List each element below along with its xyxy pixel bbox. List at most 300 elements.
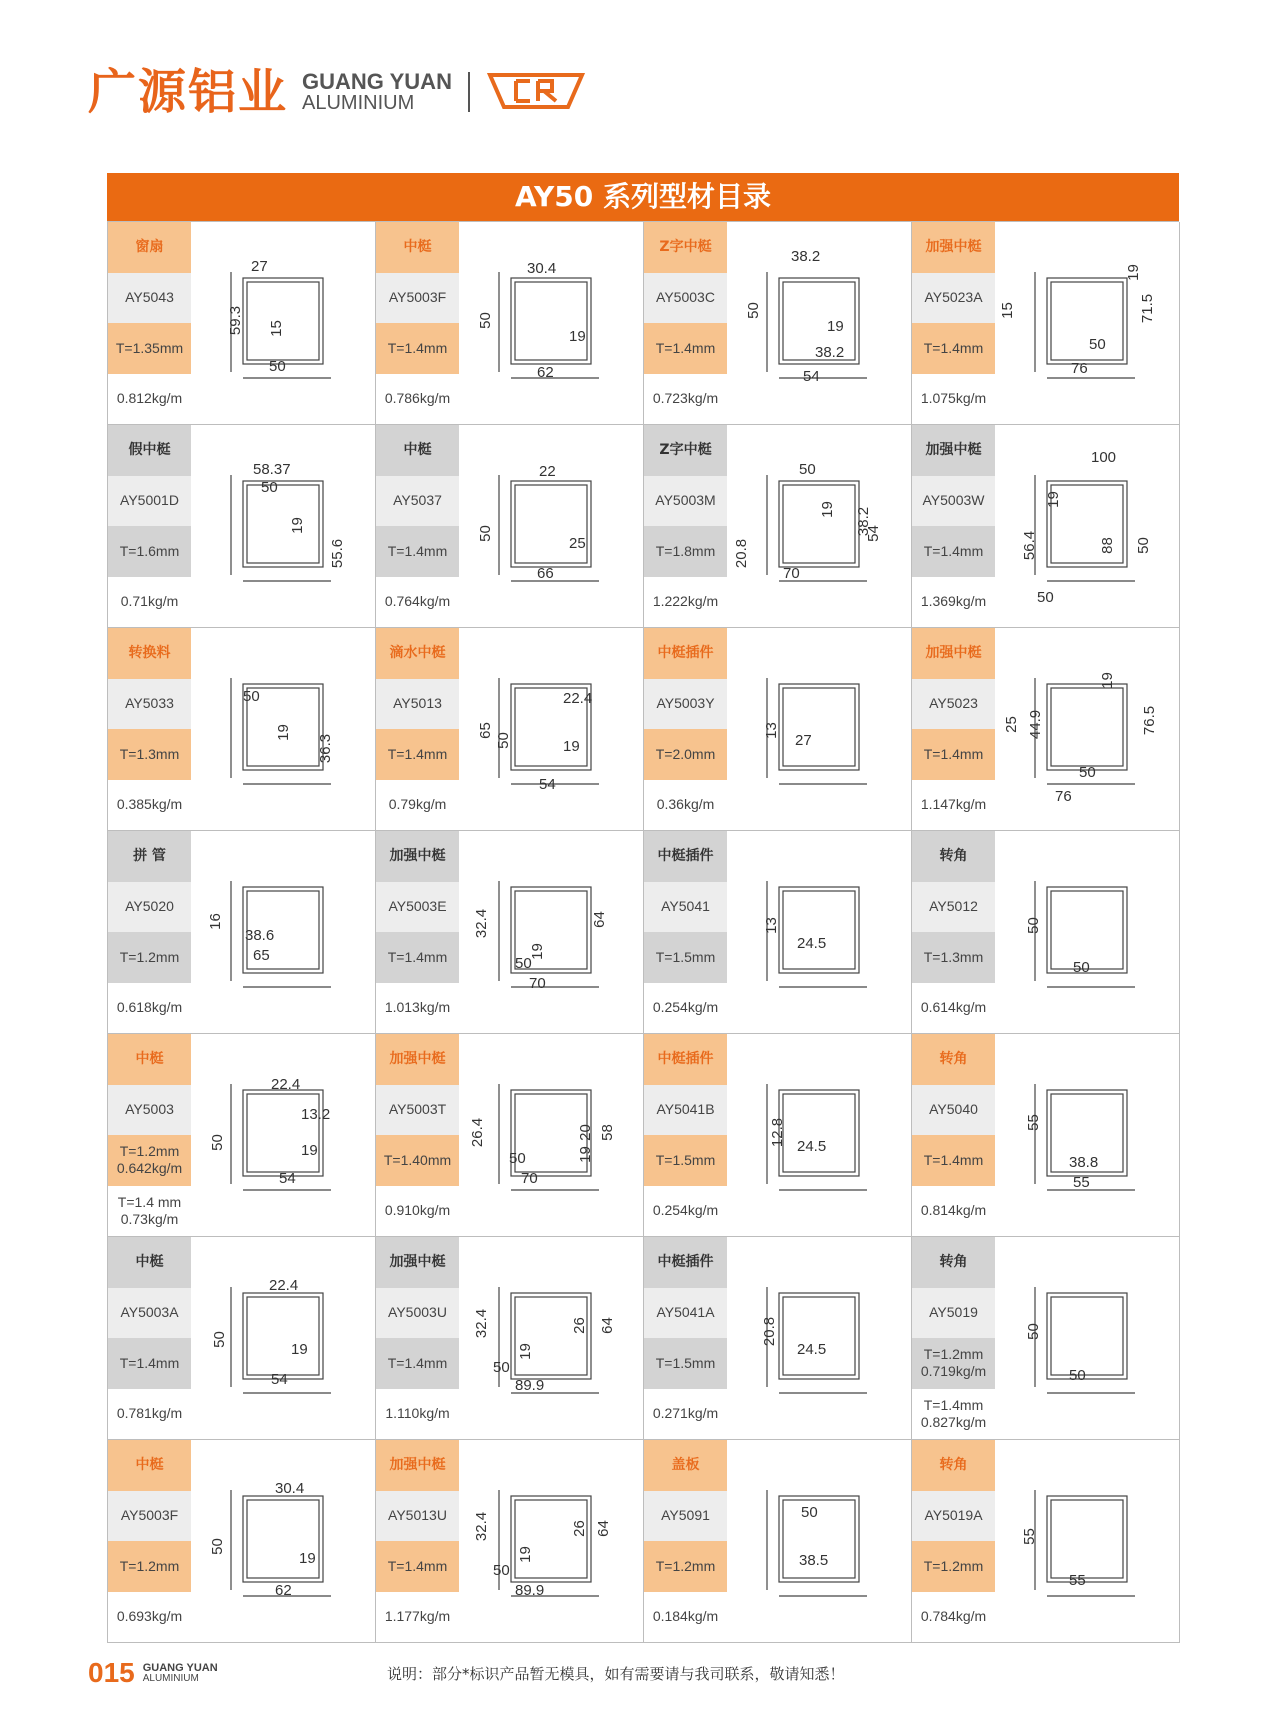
product-info [912, 222, 995, 424]
dimension-label: 24.5 [797, 935, 827, 952]
product-cell [912, 831, 1180, 1034]
product-name: Z字中梃 [644, 222, 727, 273]
profile-section-icon [727, 1237, 911, 1439]
product-code: AY5037 [376, 476, 459, 527]
dimension-label: 25 [569, 535, 586, 552]
dimension-label: 19 [1044, 491, 1062, 508]
product-cell [644, 1237, 912, 1440]
product-name: 转角 [912, 1034, 995, 1085]
product-name: 中梃插件 [644, 628, 727, 679]
product-cell [376, 425, 644, 628]
product-cell [644, 831, 912, 1034]
product-thickness: T=1.2mm [912, 1541, 995, 1592]
profile-outline [783, 1297, 855, 1375]
product-info [108, 1237, 191, 1439]
profile-outline [243, 1090, 323, 1176]
dimension-label: 20 [576, 1124, 594, 1141]
profile-drawing [191, 1440, 375, 1642]
product-thickness: T=1.40mm [376, 1135, 459, 1186]
dimension-label: 64 [598, 1317, 616, 1334]
profile-outline [1051, 891, 1123, 969]
product-weight: 0.184kg/m [644, 1592, 727, 1643]
product-weight: T=1.4mm 0.827kg/m [912, 1389, 995, 1440]
dimension-label: 50 [493, 1359, 510, 1376]
dimension-label: 59.3 [227, 305, 245, 336]
profile-drawing [727, 1237, 911, 1439]
dimension-label: 55 [1073, 1174, 1090, 1191]
profile-outline [779, 481, 859, 567]
product-code: AY5041 [644, 882, 727, 933]
product-info [644, 628, 727, 830]
profile-outline [511, 481, 591, 567]
profile-drawing [459, 831, 643, 1033]
product-code: AY5091 [644, 1491, 727, 1542]
dimension-label: 24.5 [797, 1341, 827, 1358]
profile-outline [783, 1094, 855, 1172]
product-weight: 0.693kg/m [108, 1592, 191, 1643]
product-thickness: T=1.8mm [644, 526, 727, 577]
dimension-label: 50 [210, 1331, 228, 1348]
product-name: 加强中梃 [376, 1034, 459, 1085]
product-cell [108, 1440, 376, 1643]
product-name: 加强中梃 [376, 1237, 459, 1288]
product-code: AY5003M [644, 476, 727, 527]
footer-brand [143, 1663, 218, 1684]
dimension-label: 50 [476, 525, 494, 542]
dimension-label: 19 [299, 1550, 316, 1567]
dimension-label: 19 [1124, 264, 1142, 281]
product-name: 窗扇 [108, 222, 191, 273]
dimension-label: 50 [1073, 959, 1090, 976]
profile-section-icon [995, 1034, 1179, 1236]
dimension-label: 26 [570, 1520, 588, 1537]
dimension-label: 54 [864, 525, 882, 542]
product-thickness: T=1.5mm [644, 1338, 727, 1389]
dimension-label: 38.8 [1069, 1154, 1099, 1171]
dimension-label: 15 [998, 302, 1016, 319]
brand-logo-icon [486, 67, 586, 117]
product-thickness: T=1.2mm 0.642kg/m [108, 1135, 191, 1186]
dimension-label: 70 [529, 975, 546, 992]
dimension-label: 19 [1098, 672, 1116, 689]
dimension-label: 30.4 [275, 1480, 305, 1497]
dimension-label: 19 [563, 738, 580, 755]
product-code: AY5003W [912, 476, 995, 527]
product-grid [107, 221, 1179, 1643]
product-weight: 1.369kg/m [912, 577, 995, 628]
product-weight: 0.812kg/m [108, 374, 191, 425]
product-info [912, 1440, 995, 1642]
product-info [376, 222, 459, 424]
profile-section-icon [727, 831, 911, 1033]
product-info [108, 831, 191, 1033]
dimension-label: 50 [1089, 336, 1106, 353]
dimension-label: 76 [1071, 360, 1088, 377]
product-thickness: T=1.2mm [108, 1541, 191, 1592]
product-cell [912, 1034, 1180, 1237]
dimension-label: 54 [539, 776, 556, 793]
dimension-label: 62 [537, 364, 554, 381]
product-name: 盖板 [644, 1440, 727, 1491]
catalog-title: AY50 系列型材目录 [107, 173, 1179, 221]
profile-outline [515, 1297, 587, 1375]
dimension-label: 38.6 [245, 927, 275, 944]
product-code: AY5041A [644, 1288, 727, 1339]
dimension-label: 32.4 [473, 1511, 491, 1542]
product-cell [108, 628, 376, 831]
dimension-label: 64 [590, 911, 608, 928]
dimension-label: 22.4 [271, 1076, 301, 1093]
profile-drawing [727, 1440, 911, 1642]
product-cell [376, 628, 644, 831]
dimension-label: 50 [744, 302, 762, 319]
dimension-label: 50 [493, 1562, 510, 1579]
profile-section-icon [191, 425, 375, 627]
product-name: 假中梃 [108, 425, 191, 476]
dimension-label: 22.4 [563, 690, 593, 707]
brand-en-line1: GUANG YUAN [302, 68, 452, 94]
product-thickness: T=1.4mm [376, 1338, 459, 1389]
dimension-label: 13.2 [301, 1106, 331, 1123]
product-weight: 1.110kg/m [376, 1389, 459, 1440]
product-code: AY5012 [912, 882, 995, 933]
dimension-label: 100 [1091, 449, 1117, 466]
profile-outline [243, 481, 323, 567]
product-thickness: T=1.4mm [644, 323, 727, 374]
profile-drawing [995, 628, 1179, 830]
profile-outline [1047, 278, 1127, 364]
product-name: 中梃插件 [644, 831, 727, 882]
product-weight: 1.222kg/m [644, 577, 727, 628]
product-code: AY5003E [376, 882, 459, 933]
dimension-label: 50 [1069, 1367, 1086, 1384]
header [88, 60, 586, 124]
product-code: AY5003Y [644, 679, 727, 730]
dimension-label: 20.8 [733, 538, 751, 569]
profile-outline [515, 282, 587, 360]
product-weight: 0.385kg/m [108, 780, 191, 831]
product-info [108, 1440, 191, 1642]
profile-section-icon [191, 831, 375, 1033]
product-weight: 0.784kg/m [912, 1592, 995, 1643]
profile-outline [783, 891, 855, 969]
profile-outline [1047, 1496, 1127, 1582]
dimension-label: 50 [261, 479, 278, 496]
dimension-label: 50 [799, 461, 816, 478]
dimension-label: 38.2 [815, 344, 845, 361]
dimension-label: 27 [251, 258, 268, 275]
product-code: AY5043 [108, 273, 191, 324]
profile-drawing [191, 831, 375, 1033]
dimension-label: 16 [206, 913, 224, 930]
profile-section-icon [727, 1440, 911, 1642]
profile-outline [515, 1500, 587, 1578]
product-cell [644, 1034, 912, 1237]
product-name: Z字中梃 [644, 425, 727, 476]
profile-drawing [191, 425, 375, 627]
product-code: AY5020 [108, 882, 191, 933]
product-code: AY5003F [376, 273, 459, 324]
product-name: 中梃插件 [644, 1237, 727, 1288]
profile-outline [511, 1293, 591, 1379]
profile-drawing [459, 1034, 643, 1236]
product-weight: 0.71kg/m [108, 577, 191, 628]
dimension-label: 38.5 [799, 1552, 829, 1569]
product-cell [108, 425, 376, 628]
product-thickness: T=1.4mm [376, 526, 459, 577]
product-name: 中梃 [376, 222, 459, 273]
product-code: AY5013U [376, 1491, 459, 1542]
product-thickness: T=1.4mm [912, 1135, 995, 1186]
product-weight: 0.723kg/m [644, 374, 727, 425]
profile-drawing [459, 222, 643, 424]
product-name: 中梃 [108, 1237, 191, 1288]
product-weight: 0.814kg/m [912, 1186, 995, 1237]
profile-outline [779, 1293, 859, 1379]
product-cell [376, 1237, 644, 1440]
profile-drawing [727, 831, 911, 1033]
product-info [376, 1440, 459, 1642]
dimension-label: 38.2 [791, 248, 821, 265]
profile-drawing [191, 1034, 375, 1236]
dimension-label: 71.5 [1139, 293, 1157, 324]
product-cell [912, 628, 1180, 831]
product-cell [376, 222, 644, 425]
profile-outline [247, 485, 319, 563]
product-thickness: T=1.4mm [912, 526, 995, 577]
profile-outline [779, 1090, 859, 1176]
dimension-label: 19 [818, 501, 836, 518]
product-weight: 0.614kg/m [912, 983, 995, 1034]
profile-outline [783, 688, 855, 766]
product-info [644, 222, 727, 424]
dimension-label: 12.8 [769, 1117, 787, 1148]
profile-outline [1047, 684, 1127, 770]
profile-outline [779, 684, 859, 770]
dimension-label: 19 [516, 1343, 534, 1360]
product-weight: 0.254kg/m [644, 1186, 727, 1237]
profile-drawing [727, 425, 911, 627]
catalog-table [107, 173, 1179, 1643]
dimension-label: 55.6 [329, 538, 347, 569]
profile-drawing [995, 425, 1179, 627]
dimension-label: 50 [515, 955, 532, 972]
dimension-label: 50 [243, 688, 260, 705]
product-weight: 0.36kg/m [644, 780, 727, 831]
dimension-label: 56.4 [1021, 530, 1039, 561]
product-cell [912, 425, 1180, 628]
dimension-label: 55 [1020, 1528, 1038, 1545]
profile-outline [511, 1496, 591, 1582]
profile-drawing [995, 831, 1179, 1033]
product-name: 中梃插件 [644, 1034, 727, 1085]
product-name: 中梃 [108, 1440, 191, 1491]
product-code: AY5003T [376, 1085, 459, 1136]
dimension-label: 50 [269, 358, 286, 375]
product-code: AY5019A [912, 1491, 995, 1542]
product-code: AY5023 [912, 679, 995, 730]
product-code: AY5003C [644, 273, 727, 324]
dimension-label: 22 [539, 463, 556, 480]
product-code: AY5003 [108, 1085, 191, 1136]
profile-outline [1047, 1293, 1127, 1379]
page-number: 015 [88, 1657, 135, 1688]
product-thickness: T=1.3mm [912, 932, 995, 983]
product-cell [376, 1440, 644, 1643]
profile-section-icon [727, 628, 911, 830]
product-cell [644, 425, 912, 628]
brand-separator [468, 72, 470, 112]
product-info [912, 628, 995, 830]
footer-brand-line2: ALUMINIUM [142, 1672, 199, 1684]
dimension-label: 38.2 [855, 506, 873, 537]
product-weight: 0.618kg/m [108, 983, 191, 1034]
dimension-label: 50 [801, 1504, 818, 1521]
profile-drawing [459, 628, 643, 830]
dimension-label: 19 [569, 328, 586, 345]
dimension-label: 19 [274, 724, 292, 741]
profile-section-icon [995, 831, 1179, 1033]
dimension-label: 20.8 [761, 1316, 779, 1347]
product-cell [912, 222, 1180, 425]
product-weight: 0.910kg/m [376, 1186, 459, 1237]
profile-outline [1051, 688, 1123, 766]
profile-outline [247, 1297, 319, 1375]
product-info [912, 1034, 995, 1236]
dimension-label: 54 [271, 1371, 288, 1388]
dimension-label: 50 [1079, 764, 1096, 781]
product-cell [108, 1034, 376, 1237]
product-name: 加强中梃 [376, 831, 459, 882]
dimension-label: 19 [288, 517, 306, 534]
product-info [644, 1237, 727, 1439]
profile-drawing [191, 222, 375, 424]
product-info [108, 628, 191, 830]
product-thickness: T=2.0mm [644, 729, 727, 780]
product-thickness: T=1.4mm [376, 932, 459, 983]
profile-drawing [995, 1440, 1179, 1642]
brand-en-line2: ALUMINIUM [302, 92, 415, 115]
product-code: AY5023A [912, 273, 995, 324]
profile-outline [783, 485, 855, 563]
dimension-label: 19 [516, 1546, 534, 1563]
product-thickness: T=1.2mm 0.719kg/m [912, 1338, 995, 1389]
dimension-label: 26 [570, 1317, 588, 1334]
dimension-label: 19 [301, 1142, 318, 1159]
product-code: AY5013 [376, 679, 459, 730]
dimension-label: 44.9 [1027, 709, 1045, 740]
product-weight: 0.781kg/m [108, 1389, 191, 1440]
dimension-label: 50 [208, 1538, 226, 1555]
product-cell [108, 1237, 376, 1440]
product-cell [376, 831, 644, 1034]
dimension-label: 30.4 [527, 260, 557, 277]
product-thickness: T=1.4mm [376, 1541, 459, 1592]
footer-note: 说明：部分*标识产品暂无模具，如有需要请与我司联系，敬请知悉！ [387, 1665, 845, 1683]
dimension-label: 54 [279, 1170, 296, 1187]
product-name: 转角 [912, 1440, 995, 1491]
product-code: AY5003A [108, 1288, 191, 1339]
profile-drawing [727, 1034, 911, 1236]
product-thickness: T=1.2mm [108, 932, 191, 983]
dimension-label: 50 [476, 312, 494, 329]
product-thickness: T=1.5mm [644, 932, 727, 983]
dimension-label: 19 [528, 943, 546, 960]
dimension-label: 24.5 [797, 1138, 827, 1155]
profile-outline [779, 1496, 859, 1582]
product-weight: 1.177kg/m [376, 1592, 459, 1643]
dimension-label: 27 [795, 732, 812, 749]
product-info [912, 1237, 995, 1439]
profile-section-icon [995, 425, 1179, 627]
dimension-label: 55 [1024, 1114, 1042, 1131]
profile-drawing [191, 1237, 375, 1439]
product-info [644, 1034, 727, 1236]
product-info [376, 831, 459, 1033]
product-weight: 1.147kg/m [912, 780, 995, 831]
profile-drawing [995, 1237, 1179, 1439]
product-cell [376, 1034, 644, 1237]
product-thickness: T=1.4mm [912, 323, 995, 374]
product-thickness: T=1.4mm [108, 1338, 191, 1389]
product-info [376, 1034, 459, 1236]
profile-drawing [191, 628, 375, 830]
product-info [644, 831, 727, 1033]
product-cell [644, 628, 912, 831]
product-thickness: T=1.5mm [644, 1135, 727, 1186]
product-code: AY5001D [108, 476, 191, 527]
dimension-label: 54 [803, 368, 820, 385]
dimension-label: 55 [1069, 1572, 1086, 1589]
product-name: 转换料 [108, 628, 191, 679]
product-weight: 1.075kg/m [912, 374, 995, 425]
dimension-label: 89.9 [515, 1377, 545, 1394]
product-info [376, 628, 459, 830]
dimension-label: 50 [1024, 1323, 1042, 1340]
product-info [644, 1440, 727, 1642]
product-info [912, 425, 995, 627]
dimension-label: 89.9 [515, 1582, 545, 1599]
dimension-label: 50 [1024, 917, 1042, 934]
dimension-label: 50 [1134, 537, 1152, 554]
profile-section-icon [995, 1237, 1179, 1439]
product-weight: 1.013kg/m [376, 983, 459, 1034]
dimension-label: 58 [598, 1124, 616, 1141]
product-thickness: T=1.6mm [108, 526, 191, 577]
profile-drawing [727, 628, 911, 830]
dimension-label: 36.3 [317, 733, 335, 764]
product-thickness: T=1.4mm [912, 729, 995, 780]
product-code: AY5040 [912, 1085, 995, 1136]
dimension-label: 50 [208, 1134, 226, 1151]
dimension-label: 13 [762, 917, 780, 934]
dimension-label: 50 [1037, 589, 1054, 606]
product-name: 加强中梃 [912, 222, 995, 273]
dimension-label: 70 [783, 565, 800, 582]
profile-outline [779, 887, 859, 973]
profile-drawing [459, 1440, 643, 1642]
product-name: 转角 [912, 1237, 995, 1288]
product-code: AY5041B [644, 1085, 727, 1136]
profile-outline [1051, 282, 1123, 360]
product-name: 中梃 [108, 1034, 191, 1085]
dimension-label: 70 [521, 1170, 538, 1187]
product-code: AY5003U [376, 1288, 459, 1339]
product-weight: 0.764kg/m [376, 577, 459, 628]
profile-section-icon [727, 425, 911, 627]
product-name: 转角 [912, 831, 995, 882]
profile-outline [1051, 1297, 1123, 1375]
